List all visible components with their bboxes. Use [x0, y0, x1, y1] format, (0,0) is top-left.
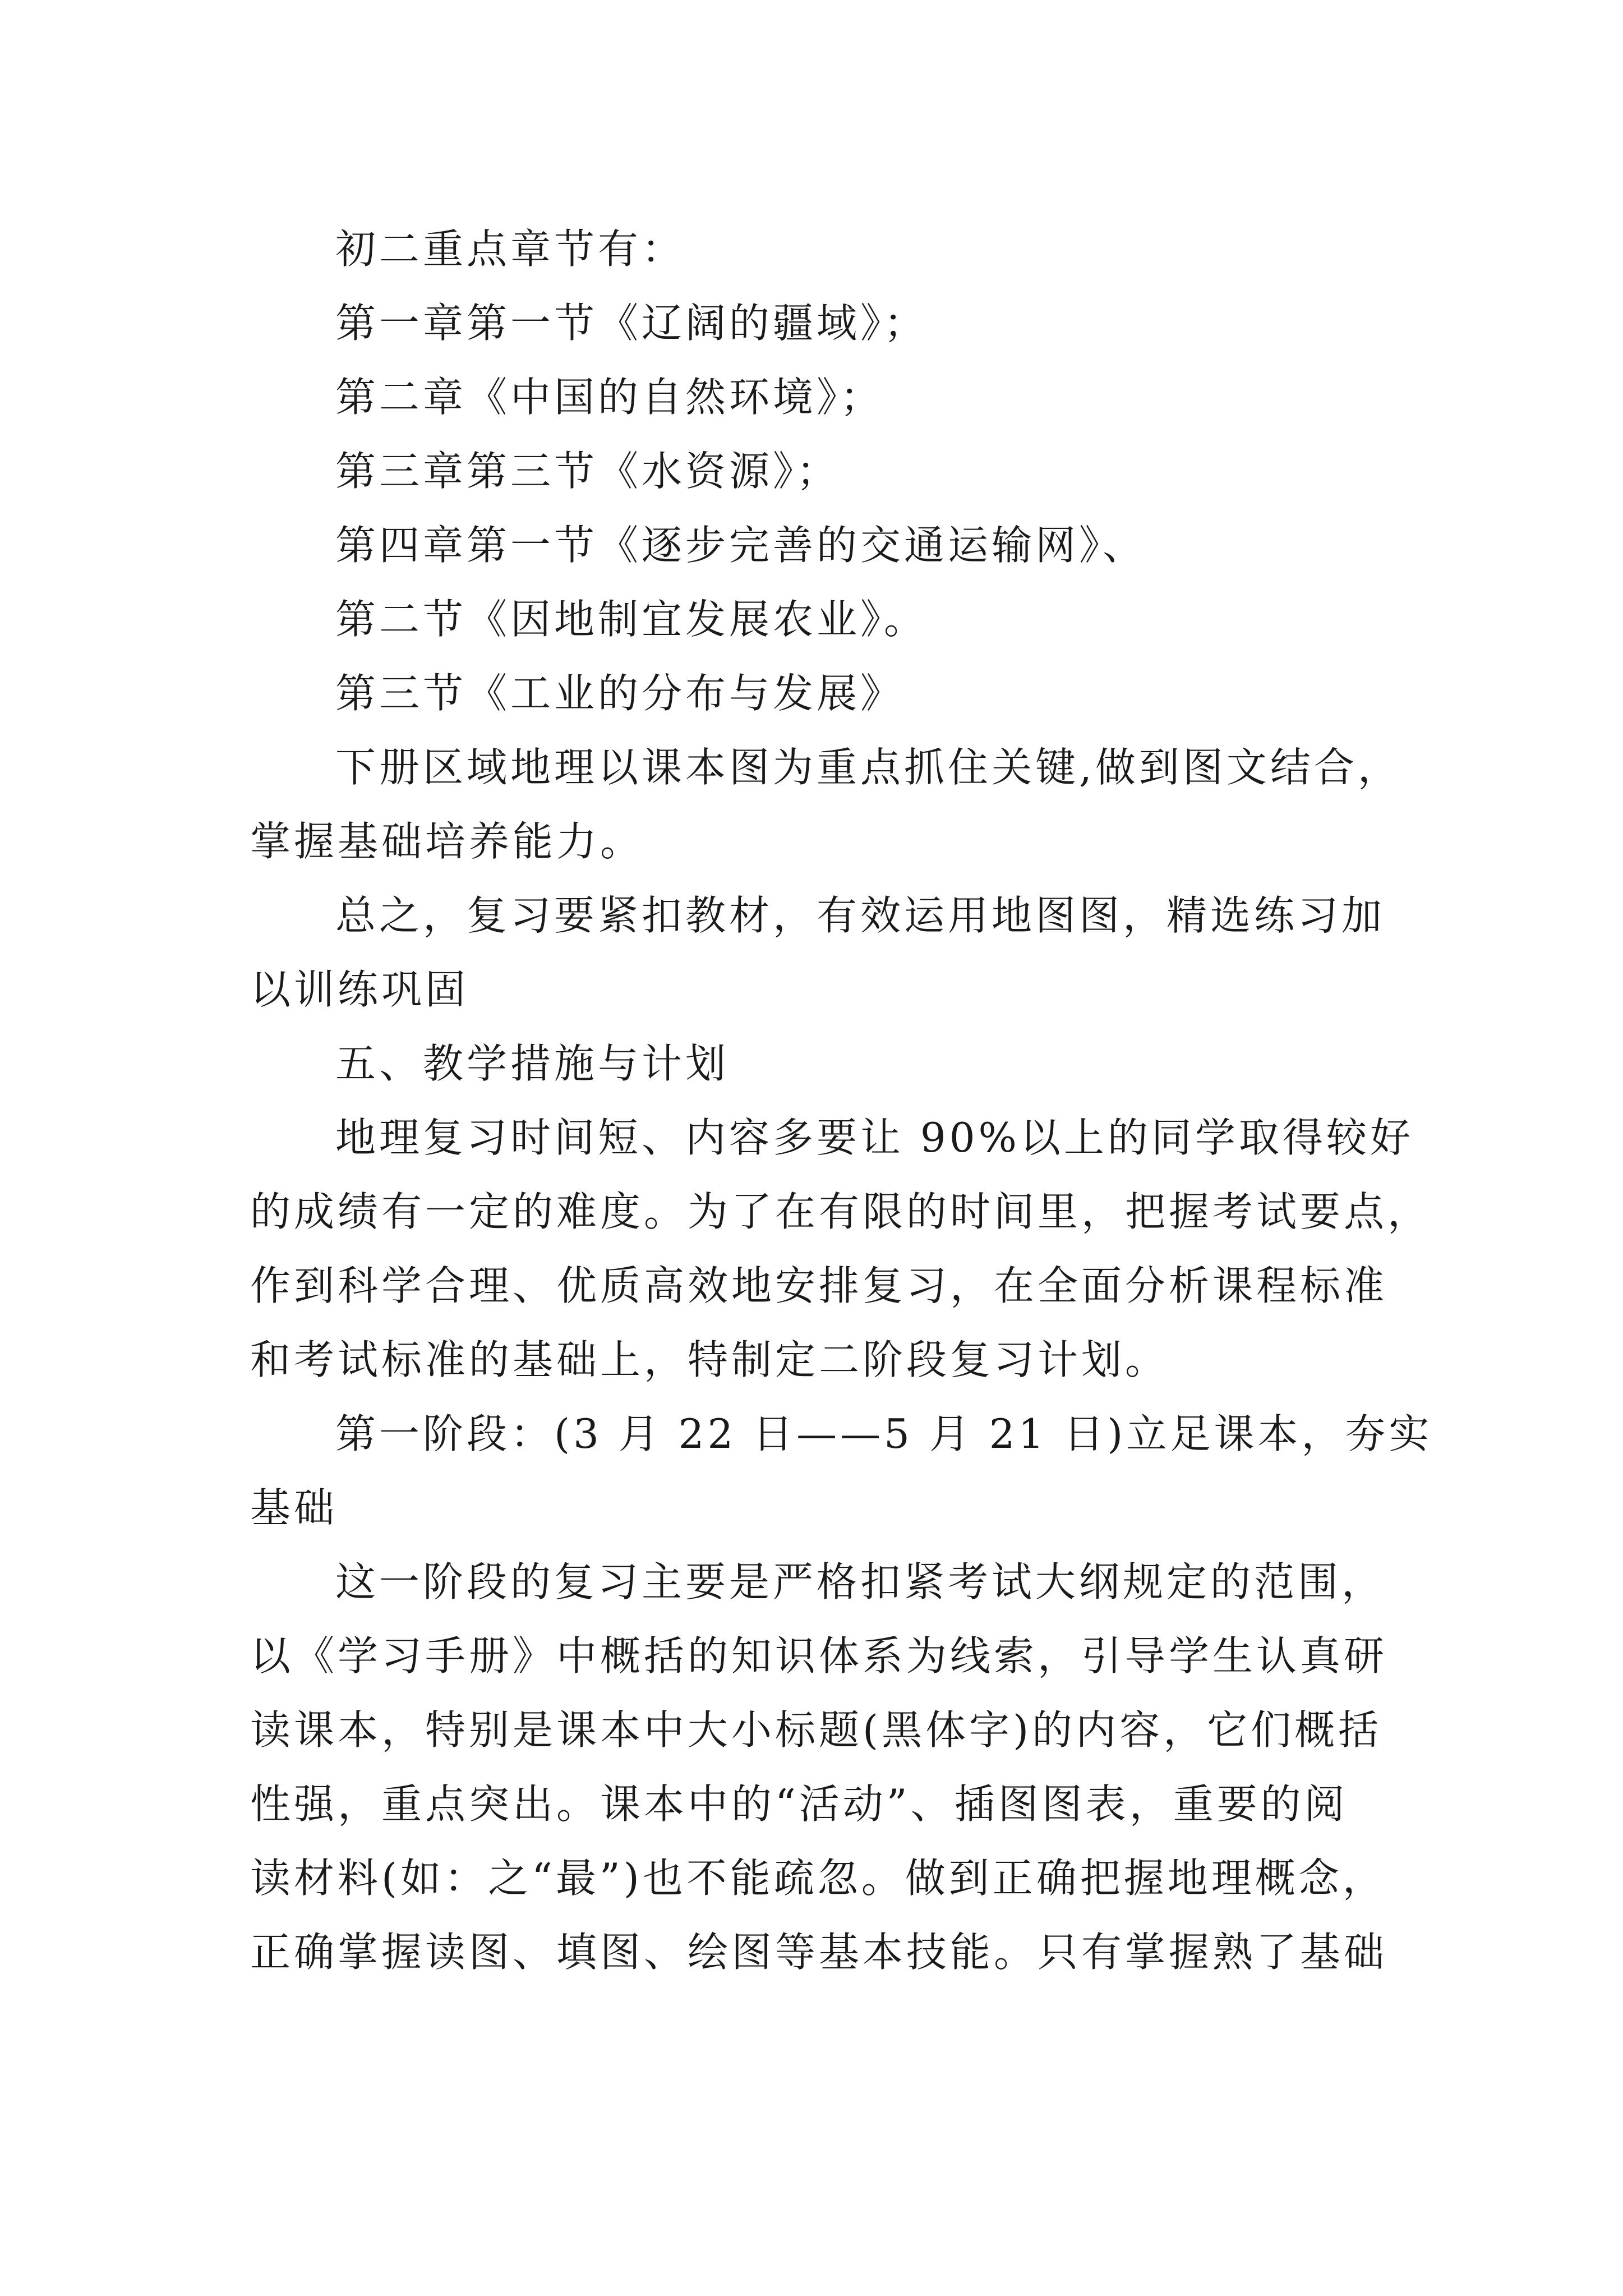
text-line: 第一章第一节《辽阔的疆域》； — [335, 300, 928, 347]
text-line: 以《学习手册》中概括的知识体系为线索，引导学生认真研 — [250, 1632, 1388, 1680]
text-line: 正确掌握读图、填图、绘图等基本技能。只有掌握熟了基础 — [250, 1929, 1388, 1976]
text-line: 第二节《因地制宜发展农业》。 — [335, 596, 928, 643]
text-line: 和考试标准的基础上，特制定二阶段复习计划。 — [250, 1336, 1169, 1383]
text-line: 性强，重点突出。课本中的“活动”、插图图表，重要的阅 — [250, 1780, 1348, 1828]
text-line: 基础 — [250, 1484, 338, 1531]
section-heading: 五、教学措施与计划 — [335, 1040, 730, 1087]
text-line: 的成绩有一定的难度。为了在有限的时间里，把握考试要点， — [250, 1188, 1432, 1235]
text-line: 第二章《中国的自然环境》； — [335, 374, 884, 421]
text-line: 初二重点章节有： — [335, 226, 686, 273]
text-line: 这一阶段的复习主要是严格扣紧考试大纲规定的范围， — [335, 1558, 1386, 1605]
text-line: 掌握基础培养能力。 — [250, 818, 644, 865]
text-line: 地理复习时间短、内容多要让 90%以上的同学取得较好 — [335, 1114, 1414, 1161]
text-line: 读材料(如：之“最”)也不能疏忽。做到正确把握地理概念， — [250, 1855, 1386, 1902]
text-line: 作到科学合理、优质高效地安排复习，在全面分析课程标准 — [250, 1262, 1388, 1309]
text-line: 总之，复习要紧扣教材，有效运用地图图，精选练习加 — [335, 892, 1386, 939]
text-line: 读课本，特别是课本中大小标题(黑体字)的内容，它们概括 — [250, 1706, 1382, 1754]
text-line: 以训练巩固 — [250, 966, 469, 1013]
text-line: 下册区域地理以课本图为重点抓住关键,做到图文结合， — [335, 744, 1401, 791]
document-body — [250, 212, 1433, 1989]
text-line: 第三章第三节《水资源》； — [335, 448, 841, 495]
text-line: 第四章第一节《逐步完善的交通运输网》、 — [335, 522, 1147, 569]
text-line: 第三节《工业的分布与发展》 — [335, 670, 905, 717]
text-line: 第一阶段：(3 月 22 日——5 月 21 日)立足课本，夯实 — [335, 1410, 1433, 1457]
